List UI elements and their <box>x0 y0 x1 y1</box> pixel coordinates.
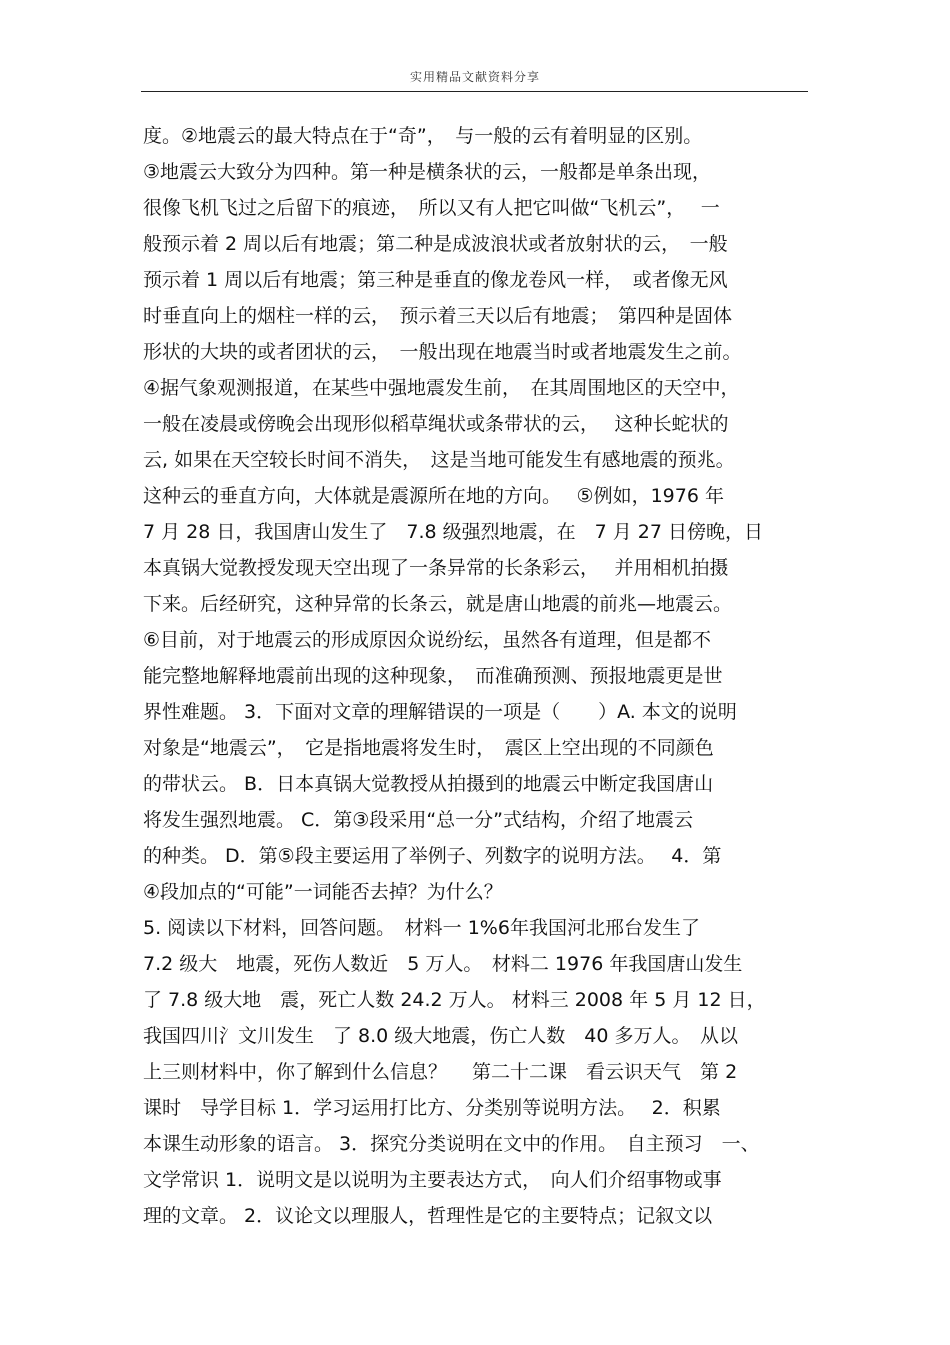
text-line: 一般在凌晨或傍晚会出现形似稻草绳状或条带状的云， 这种长蛇状的 <box>143 413 729 435</box>
text-line: 时垂直向上的烟柱一样的云， 预示着三天以后有地震； 第四种是固体 <box>143 305 733 327</box>
text-line: 5. 阅读以下材料，回答问题。 材料一 1%6年我国河北邢台发生了 <box>143 917 700 939</box>
text-line: 7.2 级大 地震，死伤人数近 5 万人。 材料二 1976 年我国唐山发生 <box>143 953 743 975</box>
text-line: ④据气象观测报道，在某些中强地震发生前， 在其周围地区的天空中， <box>143 377 740 399</box>
text-line: 能完整地解释地震前出现的这种现象， 而准确预测、预报地震更是世 <box>143 665 723 687</box>
document-body <box>143 118 843 1234</box>
text-line: ④段加点的“可能”一词能否去掉？为什么？ <box>143 881 503 903</box>
text-line: 很像飞机飞过之后留下的痕迹， 所以又有人把它叫做“飞机云”， 一 <box>143 197 720 219</box>
text-line: 界性难题。 3．下面对文章的理解错误的一项是（ ）A. 本文的说明 <box>143 701 737 723</box>
text-line: 这种云的垂直方向，大体就是震源所在地的方向。 ⑤例如，1976 年 <box>143 485 724 507</box>
text-line: 7 月 28 日，我国唐山发生了 7.8 级强烈地震，在 7 月 27 日傍晚，日 <box>143 521 764 543</box>
page-header: 实用精品文献资料分享 <box>409 70 540 84</box>
text-line: 的种类。 D．第⑤段主要运用了举例子、列数字的说明方法。 4．第 <box>143 845 722 867</box>
text-line: 下来。后经研究，这种异常的长条云，就是唐山地震的前兆—地震云。 <box>143 593 733 615</box>
text-line: 度。②地震云的最大特点在于“奇”， 与一般的云有着明显的区别。 <box>143 125 703 147</box>
text-line: ⑥目前，对于地震云的形成原因众说纷纭，虽然各有道理，但是都不 <box>143 629 712 651</box>
text-line: 将发生强烈地震。 C．第③段采用“总一分”式结构，介绍了地震云 <box>143 809 694 831</box>
text-line: 云, 如果在天空较长时间不消失， 这是当地可能发生有感地震的预兆。 <box>143 449 735 471</box>
text-line: ③地震云大致分为四种。第一种是横条状的云，一般都是单条出现， <box>143 161 712 183</box>
text-line: 了 7.8 级大地 震，死亡人数 24.2 万人。 材料三 2008 年 5 月 12 日， <box>143 989 766 1011</box>
text-line: 对象是“地震云”， 它是指地震将发生时， 震区上空出现的不同颜色 <box>143 737 714 759</box>
text-line: 般预示着 2 周以后有地震；第二种是成波浪状或者放射状的云， 一般 <box>143 233 728 255</box>
header-divider <box>141 91 808 92</box>
text-line: 我国四川氵文川发生 了 8.0 级大地震，伤亡人数 40 多万人。 从以 <box>143 1025 739 1047</box>
text-line: 理的文章。 2．议论文以理服人，哲理性是它的主要特点；记叙文以 <box>143 1205 713 1227</box>
text-line: 本课生动形象的语言。 3．探究分类说明在文中的作用。 自主预习 一、 <box>143 1133 760 1155</box>
text-line: 的带状云。 B．日本真锅大觉教授从拍摄到的地震云中断定我国唐山 <box>143 773 714 795</box>
text-line: 课时 导学目标 1．学习运用打比方、分类别等说明方法。 2．积累 <box>143 1097 721 1119</box>
text-line: 形状的大块的或者团状的云， 一般出现在地震当时或者地震发生之前。 <box>143 341 742 363</box>
text-line: 上三则材料中，你了解到什么信息？ 第二十二课 看云识天气 第 2 <box>143 1061 738 1083</box>
text-line: 预示着 1 周以后有地震；第三种是垂直的像龙卷风一样， 或者像无风 <box>143 269 728 291</box>
text-line: 文学常识 1．说明文是以说明为主要表达方式， 向人们介绍事物或事 <box>143 1169 722 1191</box>
text-line: 本真锅大觉教授发现天空出现了一条异常的长条彩云， 并用相机拍摄 <box>143 557 729 579</box>
